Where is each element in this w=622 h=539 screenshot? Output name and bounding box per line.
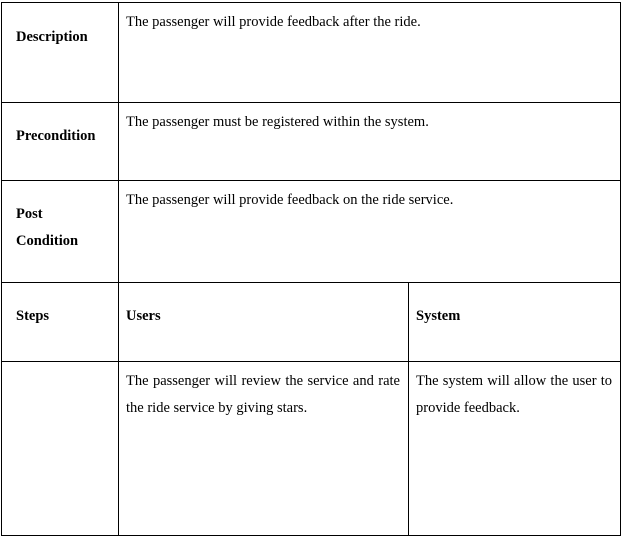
system-header: System	[409, 282, 621, 361]
system-text: The system will allow the user to provide feedback.	[409, 361, 621, 535]
post-condition-label-line2: Condition	[16, 233, 79, 250]
post-condition-text: The passenger will provide feedback on the ride service.	[119, 181, 621, 282]
description-text: The passenger will provide feedback after the ride.	[119, 3, 621, 103]
post-condition-row	[2, 181, 621, 282]
description-row	[2, 3, 621, 103]
users-header: Users	[119, 282, 409, 361]
precondition-row	[2, 103, 621, 181]
precondition-text: The passenger must be registered within the system.	[119, 103, 621, 181]
steps-label: Steps	[2, 282, 119, 361]
use-case-table	[1, 2, 621, 536]
users-text: The passenger will review the service and rate the ride service by giving stars.	[119, 361, 409, 535]
steps-empty-cell	[2, 361, 119, 535]
precondition-label: Precondition	[2, 103, 119, 181]
post-condition-label	[2, 181, 119, 282]
steps-header-row	[2, 282, 621, 361]
post-condition-label-line1: Post	[16, 206, 43, 223]
steps-detail-row	[2, 361, 621, 535]
description-label: Description	[2, 3, 119, 103]
